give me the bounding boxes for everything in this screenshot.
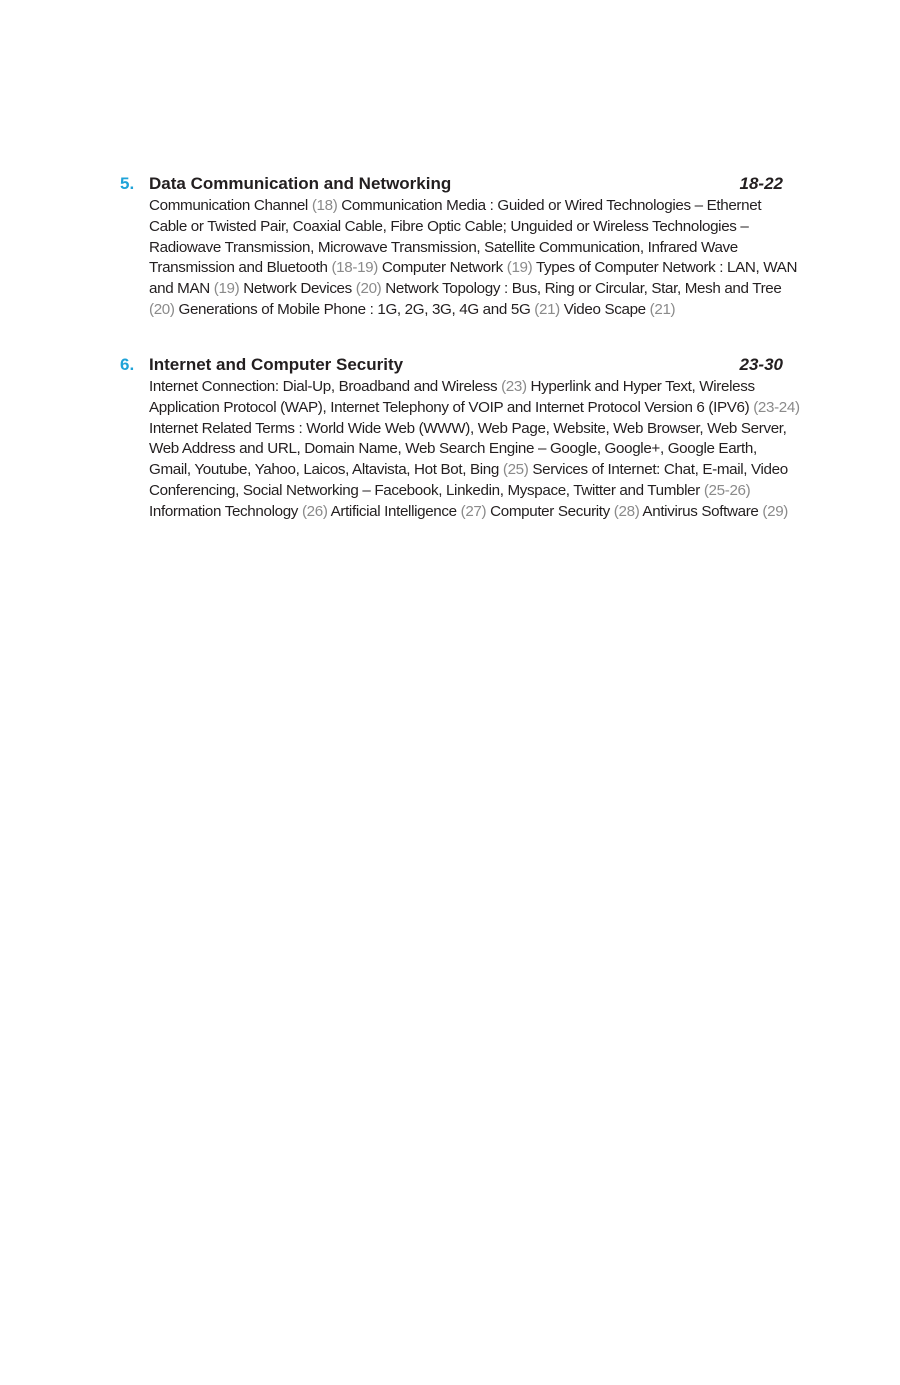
topic-page-ref: (23) (501, 378, 527, 395)
entry-heading (120, 353, 800, 377)
topic-page-ref: (19) (506, 259, 533, 277)
topic-page-ref: (21) (534, 300, 560, 318)
topic-page-ref: (21) (649, 300, 676, 318)
topic-page-ref: (18-19) (331, 259, 378, 277)
topic-page-ref: (20) (149, 300, 175, 318)
entry-topics (149, 196, 800, 321)
topic-page-ref: (29) (762, 502, 789, 520)
topic-text: Information Technology (149, 502, 302, 520)
entry-number: 5. (120, 174, 135, 193)
entry-heading (120, 172, 800, 196)
topic-page-ref: (20) (355, 280, 382, 298)
topic-page-ref: (23-24) (753, 398, 800, 416)
topic-page-ref: (25) (502, 461, 529, 479)
topic-text: Internet Connection: Dial-Up, Broadband and Wireless (149, 378, 502, 395)
topic-text: Communication Channel (149, 197, 312, 214)
toc-entry-5 (120, 172, 800, 321)
entry-page-range: 23-30 (739, 355, 783, 374)
entry-page-range: 18-22 (739, 174, 783, 193)
topic-page-ref: (27) (460, 502, 487, 520)
topic-text: Antivirus Software (639, 502, 763, 520)
topic-text: Network Topology : Bus, Ring or Circular, Star, Mesh and Tree (381, 280, 782, 298)
topic-page-ref: (19) (213, 280, 240, 298)
topic-text: Artificial Intelligence (327, 502, 461, 520)
topic-page-ref: (18) (311, 197, 338, 214)
topic-text: Internet Related Terms : World Wide Web (WWW), Web Page, Website, Web Browser, Web Server, Web Address and URL, Domain Name, Web Search Engine – Google, Google+, Google Earth, Gmail, Youtube, Yahoo, Laicos, Altavista, Hot Bot, Bing (149, 419, 787, 479)
topic-text: Video Scape (559, 300, 650, 318)
topic-page-ref: (25-26) (703, 481, 751, 499)
topic-text: Generations of Mobile Phone : 1G, 2G, 3G, 4G and 5G (174, 300, 535, 318)
topic-text: Services of Internet: Chat, E-mail, Video Conferencing, Social Networking – Facebook, Linkedin, Myspace, Twitter and Tumbler (149, 461, 788, 499)
entry-title: Data Communication and Networking (149, 174, 452, 193)
topic-text: Communication Media : Guided or Wired Technologies – Ethernet Cable or Twisted Pair, Coaxial Cable, Fibre Optic Cable; Unguided or Wireless Technologies – Radiowave Transmission, Microwave Transmission, Satellite Communication, Infrared Wave Transmission and Bluetooth (149, 197, 762, 277)
topic-text: Computer Security (486, 502, 614, 520)
topic-page-ref: (26) (301, 502, 328, 520)
topic-text: Computer Network (377, 259, 507, 277)
topic-page-ref: (28) (613, 502, 640, 520)
topic-text: Hyperlink and Hyper Text, Wireless Application Protocol (WAP), Internet Telephony of VOIP and Internet Protocol Version 6 (IPV6) (149, 378, 755, 416)
topic-text: Network Devices (239, 280, 356, 298)
entry-number: 6. (120, 355, 135, 374)
entry-title: Internet and Computer Security (149, 355, 404, 374)
toc-entry-6 (120, 353, 800, 523)
entry-topics (149, 377, 800, 523)
topic-text: Types of Computer Network : LAN, WAN and MAN (149, 259, 798, 298)
